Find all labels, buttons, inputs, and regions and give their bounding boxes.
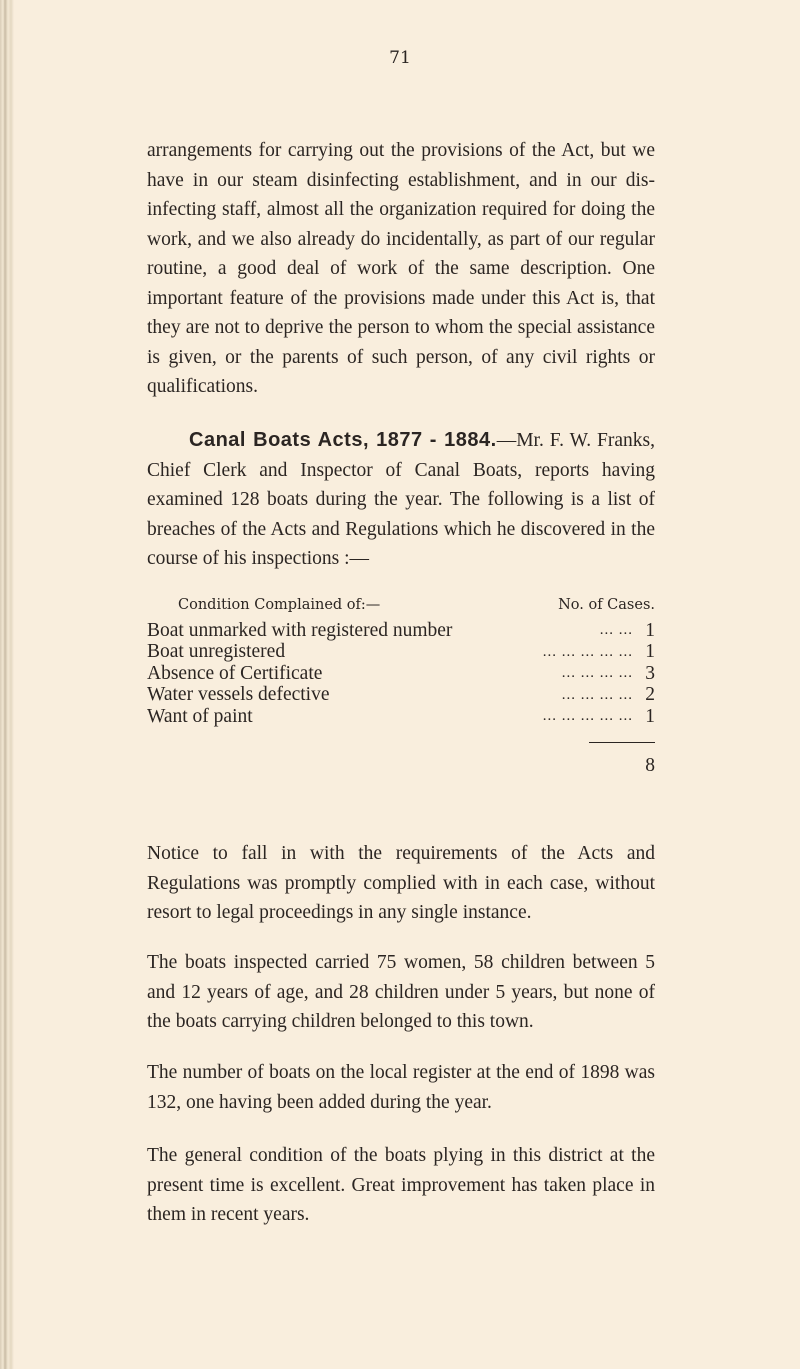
- table-row: [147, 663, 655, 685]
- condition-label: Boat unmarked with registered number: [147, 619, 453, 641]
- case-count: 1: [645, 641, 655, 663]
- case-count: 1: [645, 619, 655, 641]
- case-count: 2: [645, 684, 655, 706]
- case-count: 1: [645, 705, 655, 727]
- condition-label: Absence of Certificate: [147, 662, 323, 684]
- header-condition: Condition Complained of:—: [178, 597, 381, 613]
- table-row: [147, 685, 655, 707]
- total-rule: [589, 742, 655, 743]
- condition-label: Water vessels defective: [147, 684, 330, 706]
- case-count: 3: [645, 662, 655, 684]
- paragraph-register: The number of boats on the local register at the end of 1898 was 132, one having been added during the year.: [147, 1062, 655, 1113]
- leader-dots: ... ... ... ... ...: [542, 708, 633, 725]
- paragraph-condition: The general condition of the boats plying in this district at the present time is excellent. Great improvement has taken place in them in recent years.: [147, 1145, 655, 1225]
- book-binding-edge: [0, 0, 14, 1369]
- table-row: [147, 642, 655, 664]
- total-cases: 8: [645, 754, 655, 776]
- leader-dots: ... ... ... ...: [561, 686, 633, 703]
- breaches-table: [147, 590, 655, 777]
- table-row: [147, 620, 655, 642]
- paragraph-canal-boats-text: —Mr. F. W. Franks, Chief Clerk and Inspector of Canal Boats, reports having examined 128 boats during the year. The following is a list of breaches of the Acts and Regulations which he discovered in the course of his inspections :—: [147, 430, 655, 569]
- leader-dots: ... ...: [599, 622, 633, 639]
- header-cases: No. of Cases.: [558, 597, 655, 613]
- leader-dots: ... ... ... ...: [561, 665, 633, 682]
- page-number: 71: [389, 48, 411, 68]
- condition-label: Want of paint: [147, 705, 253, 727]
- paragraph-disinfection: arrangements for carrying out the provisions of the Act, but we have in our steam disinfecting establishment, and in our dis-infecting staff, almost all the organization required for doing the work, and we also already do incidentally, as part of our regular routine, a good deal of work of the same description. One important feature of the provisions made under this Act is, that they are not to deprive the person to whom the special assistance is given, or the parents of such person, of any civil rights or qualifications.: [147, 140, 655, 397]
- paragraph-notice: Notice to fall in with the requirements of the Acts and Regulations was promptly complied with in each case, without resort to legal proceedings in any single instance.: [147, 843, 655, 923]
- table-header: [178, 590, 655, 620]
- leader-dots: ... ... ... ... ...: [542, 643, 633, 660]
- paragraph-occupants: The boats inspected carried 75 women, 58 children between 5 and 12 years of age, and 28 children under 5 years, but none of the boats carrying children belonged to this town.: [147, 952, 655, 1032]
- section-heading: Canal Boats Acts, 1877 - 1884.: [189, 429, 497, 451]
- paragraph-canal-boats: [147, 426, 655, 574]
- table-row: [147, 706, 655, 728]
- condition-label: Boat unregistered: [147, 641, 286, 663]
